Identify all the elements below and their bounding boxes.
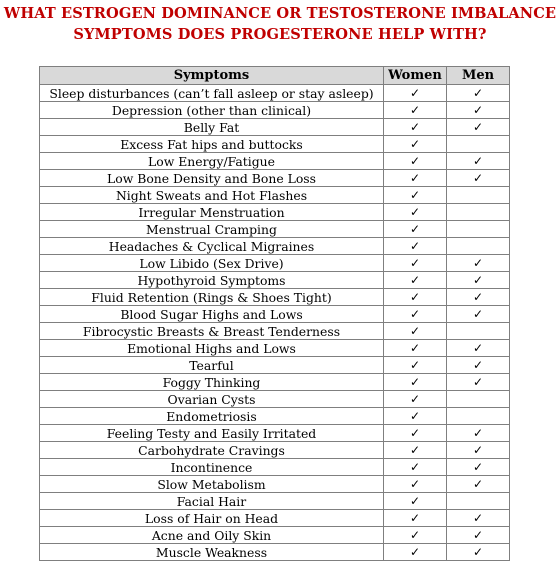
checkmark-icon: ✓	[409, 86, 421, 100]
men-cell	[447, 238, 510, 255]
table-row	[40, 119, 510, 136]
symptom-cell: Headaches & Cyclical Migraines	[40, 238, 384, 255]
checkmark-icon: ✓	[472, 86, 484, 100]
table-row	[40, 238, 510, 255]
checkmark-icon: ✓	[472, 171, 484, 185]
checkmark-icon: ✓	[409, 341, 421, 355]
women-cell	[384, 238, 447, 255]
checkmark-icon: ✓	[409, 477, 421, 491]
header-men: Men	[447, 67, 510, 85]
women-cell	[384, 476, 447, 493]
women-cell	[384, 187, 447, 204]
symptom-cell: Excess Fat hips and buttocks	[40, 136, 384, 153]
women-cell	[384, 136, 447, 153]
women-cell	[384, 340, 447, 357]
men-cell	[447, 442, 510, 459]
checkmark-icon: ✓	[472, 375, 484, 389]
table-body	[40, 85, 510, 561]
checkmark-icon: ✓	[472, 426, 484, 440]
symptom-cell: Depression (other than clinical)	[40, 102, 384, 119]
table-row	[40, 476, 510, 493]
women-cell	[384, 272, 447, 289]
checkmark-icon: ✓	[409, 460, 421, 474]
men-cell	[447, 306, 510, 323]
title-line-1: WHAT ESTROGEN DOMINANCE OR TESTOSTERONE IMBALANCE	[3, 5, 557, 22]
table-row	[40, 170, 510, 187]
women-cell	[384, 544, 447, 561]
men-cell	[447, 408, 510, 425]
symptom-cell: Low Bone Density and Bone Loss	[40, 170, 384, 187]
women-cell	[384, 442, 447, 459]
table-row	[40, 255, 510, 272]
women-cell	[384, 102, 447, 119]
checkmark-icon: ✓	[409, 494, 421, 508]
women-cell	[384, 374, 447, 391]
table-row	[40, 102, 510, 119]
women-cell	[384, 510, 447, 527]
checkmark-icon: ✓	[472, 154, 484, 168]
checkmark-icon: ✓	[409, 120, 421, 134]
men-cell	[447, 221, 510, 238]
symptom-cell: Fluid Retention (Rings & Shoes Tight)	[40, 289, 384, 306]
table-row	[40, 221, 510, 238]
table-row	[40, 323, 510, 340]
checkmark-icon: ✓	[472, 290, 484, 304]
table-row	[40, 289, 510, 306]
men-cell	[447, 459, 510, 476]
table-row	[40, 442, 510, 459]
page-title	[0, 3, 560, 45]
table-row	[40, 204, 510, 221]
men-cell	[447, 323, 510, 340]
table-header-row	[40, 67, 510, 85]
men-cell	[447, 476, 510, 493]
checkmark-icon: ✓	[409, 222, 421, 236]
women-cell	[384, 153, 447, 170]
men-cell	[447, 102, 510, 119]
symptom-cell: Slow Metabolism	[40, 476, 384, 493]
checkmark-icon: ✓	[472, 477, 484, 491]
women-cell	[384, 255, 447, 272]
men-cell	[447, 374, 510, 391]
men-cell	[447, 153, 510, 170]
checkmark-icon: ✓	[472, 545, 484, 559]
symptom-cell: Blood Sugar Highs and Lows	[40, 306, 384, 323]
header-women: Women	[384, 67, 447, 85]
title-line-2: SYMPTOMS DOES PROGESTERONE HELP WITH?	[73, 26, 487, 43]
symptom-cell: Low Energy/Fatigue	[40, 153, 384, 170]
checkmark-icon: ✓	[472, 358, 484, 372]
table-row	[40, 374, 510, 391]
men-cell	[447, 170, 510, 187]
table-row	[40, 408, 510, 425]
women-cell	[384, 357, 447, 374]
symptom-cell: Hypothyroid Symptoms	[40, 272, 384, 289]
men-cell	[447, 272, 510, 289]
women-cell	[384, 204, 447, 221]
header-symptoms: Symptoms	[40, 67, 384, 85]
symptom-cell: Endometriosis	[40, 408, 384, 425]
men-cell	[447, 510, 510, 527]
table-row	[40, 187, 510, 204]
checkmark-icon: ✓	[472, 120, 484, 134]
symptoms-table	[39, 66, 510, 561]
women-cell	[384, 391, 447, 408]
symptom-cell: Irregular Menstruation	[40, 204, 384, 221]
symptom-cell: Foggy Thinking	[40, 374, 384, 391]
symptom-cell: Feeling Testy and Easily Irritated	[40, 425, 384, 442]
table-row	[40, 459, 510, 476]
table-row	[40, 136, 510, 153]
symptom-cell: Low Libido (Sex Drive)	[40, 255, 384, 272]
men-cell	[447, 357, 510, 374]
checkmark-icon: ✓	[409, 239, 421, 253]
checkmark-icon: ✓	[409, 171, 421, 185]
table-row	[40, 527, 510, 544]
symptom-cell: Tearful	[40, 357, 384, 374]
symptom-cell: Belly Fat	[40, 119, 384, 136]
table-row	[40, 544, 510, 561]
checkmark-icon: ✓	[472, 460, 484, 474]
men-cell	[447, 340, 510, 357]
men-cell	[447, 493, 510, 510]
men-cell	[447, 255, 510, 272]
women-cell	[384, 119, 447, 136]
checkmark-icon: ✓	[472, 256, 484, 270]
symptom-cell: Loss of Hair on Head	[40, 510, 384, 527]
checkmark-icon: ✓	[409, 256, 421, 270]
symptom-cell: Fibrocystic Breasts & Breast Tenderness	[40, 323, 384, 340]
men-cell	[447, 425, 510, 442]
women-cell	[384, 493, 447, 510]
checkmark-icon: ✓	[409, 392, 421, 406]
checkmark-icon: ✓	[409, 358, 421, 372]
table-row	[40, 340, 510, 357]
symptom-cell: Night Sweats and Hot Flashes	[40, 187, 384, 204]
men-cell	[447, 85, 510, 102]
table-row	[40, 425, 510, 442]
women-cell	[384, 306, 447, 323]
checkmark-icon: ✓	[409, 511, 421, 525]
women-cell	[384, 170, 447, 187]
women-cell	[384, 408, 447, 425]
checkmark-icon: ✓	[409, 103, 421, 117]
checkmark-icon: ✓	[409, 290, 421, 304]
men-cell	[447, 136, 510, 153]
table-row	[40, 493, 510, 510]
checkmark-icon: ✓	[409, 443, 421, 457]
table-row	[40, 391, 510, 408]
table-row	[40, 510, 510, 527]
table-row	[40, 357, 510, 374]
symptom-cell: Facial Hair	[40, 493, 384, 510]
checkmark-icon: ✓	[409, 426, 421, 440]
symptom-cell: Sleep disturbances (can’t fall asleep or stay asleep)	[40, 85, 384, 102]
checkmark-icon: ✓	[409, 307, 421, 321]
checkmark-icon: ✓	[409, 375, 421, 389]
checkmark-icon: ✓	[472, 443, 484, 457]
symptom-cell: Muscle Weakness	[40, 544, 384, 561]
symptom-cell: Carbohydrate Cravings	[40, 442, 384, 459]
symptom-cell: Menstrual Cramping	[40, 221, 384, 238]
checkmark-icon: ✓	[409, 528, 421, 542]
men-cell	[447, 204, 510, 221]
checkmark-icon: ✓	[472, 511, 484, 525]
checkmark-icon: ✓	[472, 528, 484, 542]
women-cell	[384, 425, 447, 442]
men-cell	[447, 119, 510, 136]
checkmark-icon: ✓	[409, 273, 421, 287]
checkmark-icon: ✓	[472, 341, 484, 355]
women-cell	[384, 289, 447, 306]
women-cell	[384, 323, 447, 340]
checkmark-icon: ✓	[409, 324, 421, 338]
women-cell	[384, 459, 447, 476]
symptom-cell: Ovarian Cysts	[40, 391, 384, 408]
checkmark-icon: ✓	[472, 103, 484, 117]
table-row	[40, 306, 510, 323]
men-cell	[447, 187, 510, 204]
table-row	[40, 272, 510, 289]
symptom-cell: Acne and Oily Skin	[40, 527, 384, 544]
checkmark-icon: ✓	[472, 307, 484, 321]
men-cell	[447, 391, 510, 408]
table-row	[40, 85, 510, 102]
checkmark-icon: ✓	[409, 188, 421, 202]
checkmark-icon: ✓	[409, 205, 421, 219]
checkmark-icon: ✓	[409, 545, 421, 559]
checkmark-icon: ✓	[472, 273, 484, 287]
men-cell	[447, 544, 510, 561]
symptom-cell: Emotional Highs and Lows	[40, 340, 384, 357]
checkmark-icon: ✓	[409, 137, 421, 151]
checkmark-icon: ✓	[409, 409, 421, 423]
men-cell	[447, 527, 510, 544]
women-cell	[384, 85, 447, 102]
symptom-cell: Incontinence	[40, 459, 384, 476]
men-cell	[447, 289, 510, 306]
checkmark-icon: ✓	[409, 154, 421, 168]
women-cell	[384, 221, 447, 238]
women-cell	[384, 527, 447, 544]
table-row	[40, 153, 510, 170]
